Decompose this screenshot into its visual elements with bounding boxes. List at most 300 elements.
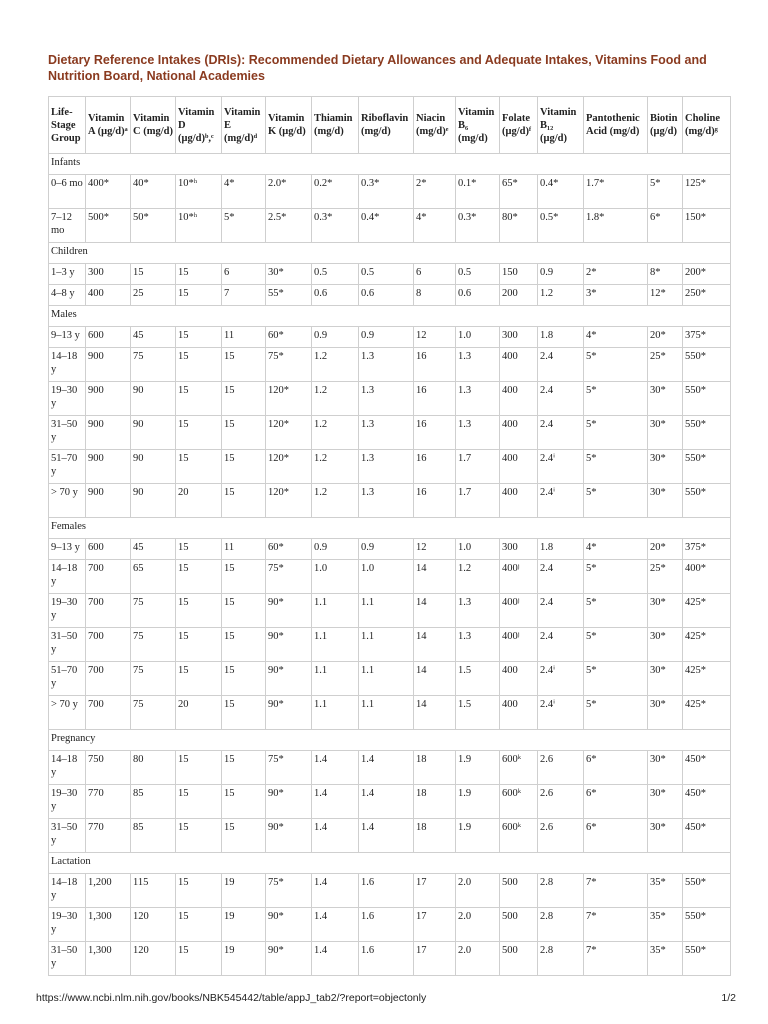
- value-cell: 75: [131, 348, 176, 382]
- value-cell: 20*: [648, 327, 683, 348]
- value-cell: 500*: [86, 209, 131, 243]
- value-cell: 55*: [266, 285, 312, 306]
- value-cell: 15: [176, 819, 222, 853]
- value-cell: 15: [222, 484, 266, 518]
- value-cell: 770: [86, 819, 131, 853]
- value-cell: 400: [500, 382, 538, 416]
- life-stage-cell: 19–30 y: [49, 785, 86, 819]
- value-cell: 5*: [584, 628, 648, 662]
- value-cell: 75: [131, 594, 176, 628]
- value-cell: 25*: [648, 348, 683, 382]
- column-header: Vitamin K (μg/d): [266, 97, 312, 154]
- value-cell: 1.7: [456, 450, 500, 484]
- value-cell: 425*: [683, 662, 731, 696]
- value-cell: 1.7*: [584, 175, 648, 209]
- value-cell: 90*: [266, 785, 312, 819]
- value-cell: 2.4: [538, 628, 584, 662]
- value-cell: 1.4: [359, 751, 414, 785]
- value-cell: 18: [414, 751, 456, 785]
- value-cell: 15: [176, 908, 222, 942]
- table-row: [49, 908, 731, 942]
- value-cell: 6*: [584, 785, 648, 819]
- value-cell: 2.0: [456, 908, 500, 942]
- value-cell: 5*: [584, 348, 648, 382]
- value-cell: 15: [222, 785, 266, 819]
- value-cell: 1.1: [359, 628, 414, 662]
- value-cell: 2.4: [538, 348, 584, 382]
- value-cell: 2.0*: [266, 175, 312, 209]
- value-cell: 375*: [683, 539, 731, 560]
- value-cell: 0.4*: [538, 175, 584, 209]
- value-cell: 1.2: [312, 484, 359, 518]
- life-stage-cell: 19–30 y: [49, 908, 86, 942]
- life-stage-cell: > 70 y: [49, 696, 86, 730]
- value-cell: 1.4: [312, 819, 359, 853]
- value-cell: 5*: [584, 594, 648, 628]
- value-cell: 1,300: [86, 942, 131, 976]
- value-cell: 2.4: [538, 416, 584, 450]
- value-cell: 5*: [584, 382, 648, 416]
- column-header: Niacin (mg/d)ᵉ: [414, 97, 456, 154]
- life-stage-cell: 9–13 y: [49, 539, 86, 560]
- value-cell: 18: [414, 785, 456, 819]
- table-row: [49, 628, 731, 662]
- value-cell: 14: [414, 696, 456, 730]
- value-cell: 425*: [683, 628, 731, 662]
- value-cell: 6: [222, 264, 266, 285]
- value-cell: 19: [222, 942, 266, 976]
- value-cell: 125*: [683, 175, 731, 209]
- value-cell: 45: [131, 327, 176, 348]
- value-cell: 18: [414, 819, 456, 853]
- table-row: [49, 662, 731, 696]
- life-stage-cell: 14–18 y: [49, 874, 86, 908]
- column-header: Vitamin B₁₂ (μg/d): [538, 97, 584, 154]
- value-cell: 60*: [266, 539, 312, 560]
- value-cell: 90*: [266, 662, 312, 696]
- group-label: Females: [49, 518, 731, 539]
- value-cell: 15: [176, 874, 222, 908]
- value-cell: 2.8: [538, 908, 584, 942]
- value-cell: 16: [414, 484, 456, 518]
- value-cell: 550*: [683, 450, 731, 484]
- value-cell: 400*: [683, 560, 731, 594]
- life-stage-cell: > 70 y: [49, 484, 86, 518]
- value-cell: 1.3: [456, 628, 500, 662]
- group-label: Pregnancy: [49, 730, 731, 751]
- value-cell: 16: [414, 416, 456, 450]
- value-cell: 450*: [683, 785, 731, 819]
- value-cell: 40*: [131, 175, 176, 209]
- value-cell: 5*: [584, 484, 648, 518]
- value-cell: 1.2: [312, 416, 359, 450]
- table-header-row: [49, 97, 731, 154]
- value-cell: 90*: [266, 594, 312, 628]
- value-cell: 1.1: [312, 662, 359, 696]
- value-cell: 19: [222, 874, 266, 908]
- life-stage-cell: 0–6 mo: [49, 175, 86, 209]
- value-cell: 1.4: [312, 908, 359, 942]
- value-cell: 25*: [648, 560, 683, 594]
- value-cell: 14: [414, 628, 456, 662]
- column-header: Biotin (μg/d): [648, 97, 683, 154]
- value-cell: 770: [86, 785, 131, 819]
- value-cell: 60*: [266, 327, 312, 348]
- value-cell: 7*: [584, 908, 648, 942]
- value-cell: 17: [414, 908, 456, 942]
- value-cell: 600: [86, 327, 131, 348]
- column-header: Folate (μg/d)ᶠ: [500, 97, 538, 154]
- value-cell: 15: [131, 264, 176, 285]
- value-cell: 0.9: [312, 539, 359, 560]
- value-cell: 30*: [648, 382, 683, 416]
- value-cell: 1.4: [312, 785, 359, 819]
- value-cell: 550*: [683, 942, 731, 976]
- value-cell: 0.6: [312, 285, 359, 306]
- value-cell: 1.0: [312, 560, 359, 594]
- value-cell: 1.2: [312, 450, 359, 484]
- value-cell: 1.2: [312, 382, 359, 416]
- value-cell: 5*: [584, 450, 648, 484]
- value-cell: 20: [176, 696, 222, 730]
- value-cell: 400ʲ: [500, 628, 538, 662]
- value-cell: 1.2: [312, 348, 359, 382]
- value-cell: 2.8: [538, 942, 584, 976]
- group-row: [49, 243, 731, 264]
- value-cell: 15: [176, 539, 222, 560]
- value-cell: 15: [176, 785, 222, 819]
- value-cell: 90*: [266, 696, 312, 730]
- table-row: [49, 209, 731, 243]
- table-row: [49, 874, 731, 908]
- value-cell: 1.1: [359, 696, 414, 730]
- value-cell: 450*: [683, 819, 731, 853]
- value-cell: 4*: [414, 209, 456, 243]
- value-cell: 15: [176, 264, 222, 285]
- value-cell: 17: [414, 942, 456, 976]
- value-cell: 90: [131, 450, 176, 484]
- table-row: [49, 819, 731, 853]
- value-cell: 2.4: [538, 560, 584, 594]
- value-cell: 14: [414, 662, 456, 696]
- life-stage-cell: 19–30 y: [49, 594, 86, 628]
- column-header: Life-Stage Group: [49, 97, 86, 154]
- value-cell: 30*: [648, 696, 683, 730]
- value-cell: 15: [222, 819, 266, 853]
- value-cell: 400: [500, 696, 538, 730]
- value-cell: 35*: [648, 874, 683, 908]
- value-cell: 10*ʰ: [176, 175, 222, 209]
- value-cell: 450*: [683, 751, 731, 785]
- value-cell: 16: [414, 382, 456, 416]
- value-cell: 75: [131, 662, 176, 696]
- value-cell: 1.3: [359, 484, 414, 518]
- value-cell: 425*: [683, 594, 731, 628]
- value-cell: 120*: [266, 484, 312, 518]
- value-cell: 12*: [648, 285, 683, 306]
- value-cell: 2.4: [538, 594, 584, 628]
- life-stage-cell: 9–13 y: [49, 327, 86, 348]
- table-row: [49, 696, 731, 730]
- value-cell: 15: [176, 560, 222, 594]
- value-cell: 15: [176, 751, 222, 785]
- value-cell: 2.4ⁱ: [538, 450, 584, 484]
- value-cell: 2.0: [456, 874, 500, 908]
- value-cell: 400: [500, 484, 538, 518]
- value-cell: 30*: [648, 594, 683, 628]
- value-cell: 0.6: [456, 285, 500, 306]
- table-row: [49, 327, 731, 348]
- value-cell: 17: [414, 874, 456, 908]
- value-cell: 600ᵏ: [500, 785, 538, 819]
- value-cell: 5*: [584, 662, 648, 696]
- value-cell: 0.9: [538, 264, 584, 285]
- value-cell: 700: [86, 628, 131, 662]
- life-stage-cell: 31–50 y: [49, 416, 86, 450]
- value-cell: 75: [131, 628, 176, 662]
- table-body: [49, 154, 731, 976]
- value-cell: 4*: [584, 327, 648, 348]
- value-cell: 90*: [266, 819, 312, 853]
- value-cell: 30*: [648, 628, 683, 662]
- value-cell: 30*: [648, 751, 683, 785]
- value-cell: 15: [222, 662, 266, 696]
- value-cell: 0.5*: [538, 209, 584, 243]
- value-cell: 2.8: [538, 874, 584, 908]
- value-cell: 550*: [683, 484, 731, 518]
- value-cell: 900: [86, 484, 131, 518]
- value-cell: 0.9: [312, 327, 359, 348]
- group-row: [49, 730, 731, 751]
- value-cell: 700: [86, 560, 131, 594]
- value-cell: 5*: [648, 175, 683, 209]
- value-cell: 12: [414, 327, 456, 348]
- value-cell: 1.3: [456, 416, 500, 450]
- value-cell: 500: [500, 874, 538, 908]
- value-cell: 0.5: [456, 264, 500, 285]
- value-cell: 400*: [86, 175, 131, 209]
- value-cell: 15: [176, 327, 222, 348]
- value-cell: 4*: [222, 175, 266, 209]
- value-cell: 25: [131, 285, 176, 306]
- value-cell: 90*: [266, 628, 312, 662]
- value-cell: 900: [86, 450, 131, 484]
- value-cell: 6: [414, 264, 456, 285]
- value-cell: 15: [176, 285, 222, 306]
- value-cell: 1.1: [312, 696, 359, 730]
- value-cell: 6*: [584, 751, 648, 785]
- value-cell: 15: [222, 696, 266, 730]
- value-cell: 15: [222, 348, 266, 382]
- value-cell: 15: [222, 416, 266, 450]
- column-header: Riboflavin (mg/d): [359, 97, 414, 154]
- value-cell: 1.5: [456, 662, 500, 696]
- value-cell: 90: [131, 382, 176, 416]
- value-cell: 1.5: [456, 696, 500, 730]
- value-cell: 5*: [584, 560, 648, 594]
- column-header: Thiamin (mg/d): [312, 97, 359, 154]
- value-cell: 2.4ⁱ: [538, 484, 584, 518]
- value-cell: 120*: [266, 416, 312, 450]
- value-cell: 200: [500, 285, 538, 306]
- value-cell: 15: [176, 382, 222, 416]
- table-row: [49, 560, 731, 594]
- value-cell: 10*ʰ: [176, 209, 222, 243]
- life-stage-cell: 14–18 y: [49, 348, 86, 382]
- life-stage-cell: 51–70 y: [49, 662, 86, 696]
- value-cell: 1.4: [312, 942, 359, 976]
- value-cell: 30*: [648, 484, 683, 518]
- value-cell: 2.4: [538, 382, 584, 416]
- value-cell: 30*: [648, 416, 683, 450]
- table-row: [49, 594, 731, 628]
- value-cell: 1.6: [359, 942, 414, 976]
- value-cell: 500: [500, 908, 538, 942]
- value-cell: 1.0: [359, 560, 414, 594]
- life-stage-cell: 31–50 y: [49, 628, 86, 662]
- table-row: [49, 484, 731, 518]
- value-cell: 30*: [266, 264, 312, 285]
- value-cell: 550*: [683, 382, 731, 416]
- value-cell: 30*: [648, 785, 683, 819]
- value-cell: 0.1*: [456, 175, 500, 209]
- value-cell: 15: [176, 348, 222, 382]
- value-cell: 15: [222, 560, 266, 594]
- life-stage-cell: 7–12 mo: [49, 209, 86, 243]
- value-cell: 600ᵏ: [500, 819, 538, 853]
- value-cell: 8: [414, 285, 456, 306]
- value-cell: 14: [414, 560, 456, 594]
- value-cell: 2.4ⁱ: [538, 696, 584, 730]
- table-row: [49, 175, 731, 209]
- life-stage-cell: 4–8 y: [49, 285, 86, 306]
- value-cell: 15: [176, 450, 222, 484]
- value-cell: 85: [131, 819, 176, 853]
- value-cell: 7: [222, 285, 266, 306]
- value-cell: 900: [86, 416, 131, 450]
- value-cell: 1.9: [456, 785, 500, 819]
- value-cell: 900: [86, 382, 131, 416]
- value-cell: 1.0: [456, 327, 500, 348]
- value-cell: 5*: [584, 696, 648, 730]
- value-cell: 1.4: [359, 785, 414, 819]
- value-cell: 65: [131, 560, 176, 594]
- value-cell: 7*: [584, 874, 648, 908]
- value-cell: 1.4: [312, 751, 359, 785]
- value-cell: 15: [222, 628, 266, 662]
- value-cell: 65*: [500, 175, 538, 209]
- value-cell: 30*: [648, 450, 683, 484]
- table-row: [49, 450, 731, 484]
- group-row: [49, 154, 731, 175]
- value-cell: 75: [131, 696, 176, 730]
- column-header: Choline (mg/d)ᵍ: [683, 97, 731, 154]
- value-cell: 90*: [266, 942, 312, 976]
- value-cell: 1.9: [456, 751, 500, 785]
- value-cell: 0.9: [359, 539, 414, 560]
- value-cell: 700: [86, 696, 131, 730]
- value-cell: 75*: [266, 560, 312, 594]
- table-row: [49, 539, 731, 560]
- dri-vitamins-table: [48, 96, 731, 976]
- value-cell: 0.6: [359, 285, 414, 306]
- value-cell: 600ᵏ: [500, 751, 538, 785]
- value-cell: 1.2: [456, 560, 500, 594]
- value-cell: 1.9: [456, 819, 500, 853]
- life-stage-cell: 51–70 y: [49, 450, 86, 484]
- group-label: Children: [49, 243, 731, 264]
- table-row: [49, 942, 731, 976]
- table-row: [49, 264, 731, 285]
- value-cell: 375*: [683, 327, 731, 348]
- value-cell: 400ʲ: [500, 594, 538, 628]
- value-cell: 550*: [683, 908, 731, 942]
- value-cell: 1.3: [456, 348, 500, 382]
- value-cell: 20*: [648, 539, 683, 560]
- value-cell: 500: [500, 942, 538, 976]
- value-cell: 0.3*: [456, 209, 500, 243]
- life-stage-cell: 31–50 y: [49, 819, 86, 853]
- value-cell: 150*: [683, 209, 731, 243]
- value-cell: 0.5: [312, 264, 359, 285]
- value-cell: 2.5*: [266, 209, 312, 243]
- value-cell: 0.4*: [359, 209, 414, 243]
- value-cell: 1.3: [456, 594, 500, 628]
- value-cell: 6*: [584, 819, 648, 853]
- value-cell: 19: [222, 908, 266, 942]
- value-cell: 3*: [584, 285, 648, 306]
- value-cell: 0.2*: [312, 175, 359, 209]
- value-cell: 11: [222, 327, 266, 348]
- value-cell: 115: [131, 874, 176, 908]
- value-cell: 900: [86, 348, 131, 382]
- column-header: Vitamin A (μg/d)ᵃ: [86, 97, 131, 154]
- value-cell: 30*: [648, 662, 683, 696]
- value-cell: 425*: [683, 696, 731, 730]
- column-header: Vitamin D (μg/d)ᵇ,ᶜ: [176, 97, 222, 154]
- print-page-number: 1/2: [721, 992, 736, 1004]
- value-cell: 1.3: [456, 382, 500, 416]
- value-cell: 120*: [266, 450, 312, 484]
- value-cell: 0.3*: [312, 209, 359, 243]
- column-header: Vitamin C (mg/d): [131, 97, 176, 154]
- value-cell: 1.7: [456, 484, 500, 518]
- value-cell: 75*: [266, 874, 312, 908]
- value-cell: 2.6: [538, 819, 584, 853]
- value-cell: 8*: [648, 264, 683, 285]
- value-cell: 300: [500, 327, 538, 348]
- value-cell: 400: [500, 662, 538, 696]
- value-cell: 75*: [266, 348, 312, 382]
- value-cell: 15: [222, 594, 266, 628]
- life-stage-cell: 19–30 y: [49, 382, 86, 416]
- value-cell: 7*: [584, 942, 648, 976]
- table-row: [49, 751, 731, 785]
- value-cell: 6*: [648, 209, 683, 243]
- value-cell: 14: [414, 594, 456, 628]
- group-row: [49, 306, 731, 327]
- value-cell: 1.8: [538, 539, 584, 560]
- value-cell: 400ʲ: [500, 560, 538, 594]
- value-cell: 120: [131, 942, 176, 976]
- dri-vitamins-table-container: [48, 96, 730, 976]
- value-cell: 15: [176, 662, 222, 696]
- value-cell: 120*: [266, 382, 312, 416]
- value-cell: 20: [176, 484, 222, 518]
- value-cell: 550*: [683, 348, 731, 382]
- life-stage-cell: 1–3 y: [49, 264, 86, 285]
- value-cell: 120: [131, 908, 176, 942]
